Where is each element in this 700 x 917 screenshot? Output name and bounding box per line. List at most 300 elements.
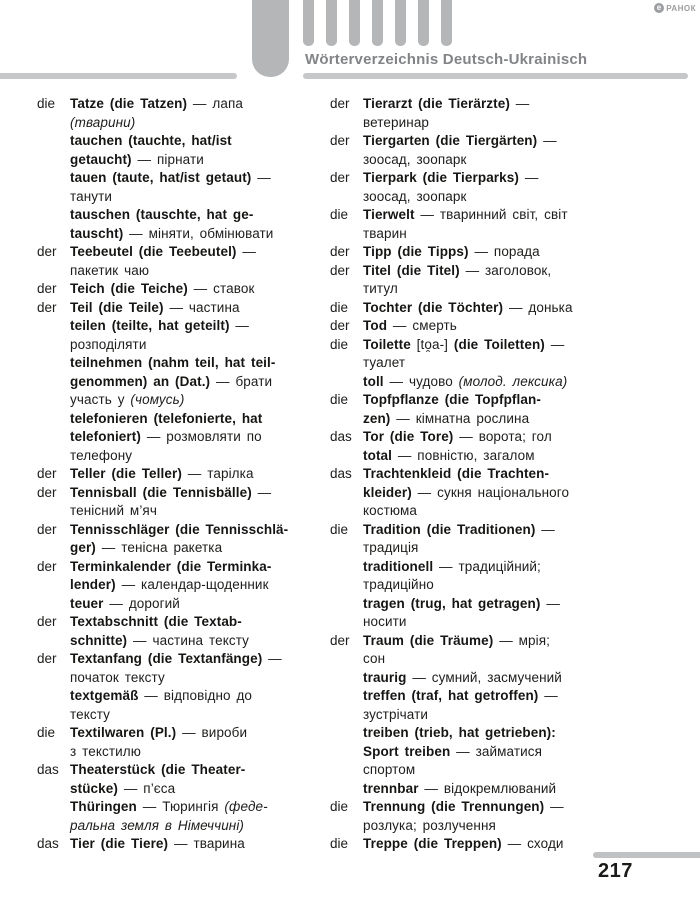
dictionary-entry (37, 299, 332, 318)
german-text: Theaterstück (die Theater- (70, 762, 246, 777)
entry-line (70, 262, 332, 281)
ornament-bar (395, 0, 406, 46)
entry-line (70, 632, 332, 651)
entry-line (70, 595, 332, 614)
entry-text (363, 669, 680, 688)
entry-line (363, 336, 680, 355)
german-text: tauen (taute, hat/ist getaut) (70, 170, 252, 185)
entry-line (363, 632, 680, 651)
entry-article: die (330, 836, 349, 851)
german-text: lender) (70, 577, 116, 592)
german-text: treffen (traf, hat getroffen) (363, 688, 539, 703)
entry-line (70, 373, 332, 392)
ornament-bar (349, 0, 360, 46)
ornament-bar (441, 0, 452, 46)
entry-line (70, 428, 332, 447)
entry-text (363, 465, 680, 521)
entry-text (363, 428, 680, 447)
entry-text (70, 280, 332, 299)
entry-text (363, 169, 680, 206)
entry-article: der (37, 299, 57, 315)
ukrainian-text: — (540, 595, 560, 611)
ornament-bar (303, 0, 314, 46)
dictionary-entry (330, 317, 680, 336)
dictionary-entry (37, 595, 332, 614)
entry-article: der (330, 318, 350, 333)
entry-text (363, 317, 680, 336)
ukrainian-text: — (509, 96, 530, 111)
entry-line (363, 706, 680, 725)
entry-text (363, 595, 680, 632)
entry-line (70, 447, 332, 466)
dictionary-entry (37, 650, 332, 687)
ukrainian-text: — (251, 170, 271, 185)
entry-article: der (37, 281, 57, 296)
ukrainian-text: ветеринар (363, 114, 430, 130)
entry-article: der (37, 466, 57, 481)
dictionary-entry (37, 410, 332, 466)
entry-article: der (330, 96, 350, 111)
entry-line (363, 132, 680, 151)
ukrainian-text: — лапа (187, 96, 243, 111)
german-text: Teller (die Teller) (70, 466, 182, 481)
ukrainian-text: — чудово (383, 373, 459, 389)
entry-text (363, 558, 680, 595)
ukrainian-text: — традиційний; (433, 558, 541, 574)
entry-article: die (37, 725, 56, 740)
dictionary-entry (37, 317, 332, 354)
dictionary-entry (330, 391, 680, 428)
dictionary-entry (330, 169, 680, 206)
dictionary-entry (330, 373, 680, 392)
german-text: Topfpflanze (die Topfpflan- (363, 392, 541, 407)
entry-article (330, 595, 363, 632)
ukrainian-text: — розмовляти по (140, 429, 262, 444)
german-text: Textabschnitt (die Textab- (70, 614, 242, 629)
entry-text (70, 521, 332, 558)
entry-line (70, 95, 332, 114)
entry-line (363, 502, 680, 521)
ukrainian-text: — заголовок, (459, 262, 552, 278)
entry-line (70, 669, 332, 688)
entry-text (363, 262, 680, 299)
entry-line (70, 114, 332, 133)
entry-text (363, 798, 680, 835)
dictionary-entry (37, 558, 332, 595)
ukrainian-text: — відокремлюваний (418, 780, 557, 796)
dictionary-entry (330, 835, 680, 854)
entry-text (70, 354, 332, 410)
entry-article: der (330, 262, 350, 278)
dictionary-entry (330, 95, 680, 132)
german-text: Tennisball (die Tennisbälle) (70, 484, 252, 500)
ukrainian-text: — (518, 170, 539, 185)
dictionary-entry (330, 558, 680, 595)
german-text: teilnehmen (nahm teil, hat teil- (70, 355, 276, 370)
entry-article: der (330, 170, 350, 185)
entry-line (363, 299, 680, 318)
entry-text (70, 724, 332, 761)
entry-text (70, 95, 332, 132)
ukrainian-text: — (535, 521, 555, 537)
entry-text (363, 632, 680, 669)
entry-line (363, 558, 680, 577)
german-text: tragen (trug, hat getragen) (363, 595, 541, 611)
ukrainian-text: — тваринний світ, світ (414, 207, 568, 222)
entry-line (363, 169, 680, 188)
dictionary-entry (37, 613, 332, 650)
german-text: tauchen (tauchte, hat/ist (70, 133, 232, 148)
note-text: (тварини) (70, 114, 136, 130)
ukrainian-text: — п’єса (117, 780, 176, 796)
german-text: traurig (363, 669, 407, 685)
entry-article (330, 687, 363, 724)
ukrainian-text: — брати (210, 373, 273, 389)
note-text: (чомусь) (130, 392, 185, 407)
entry-line (363, 391, 680, 410)
german-text: telefoniert) (70, 429, 141, 444)
entry-line (363, 447, 680, 466)
entry-line (363, 225, 680, 244)
dictionary-entry (330, 780, 680, 799)
publisher-logo (654, 3, 696, 13)
entry-article: der (37, 651, 57, 666)
ukrainian-text: — частина тексту (127, 632, 250, 648)
ukrainian-text: — вироби (176, 725, 248, 740)
entry-line (70, 151, 332, 170)
entry-text (70, 465, 332, 484)
ukrainian-text: телефону (70, 447, 133, 463)
german-text: trennbar (363, 780, 419, 796)
note-text: (феде- (224, 799, 268, 814)
entry-text (363, 835, 680, 854)
entry-text (70, 558, 332, 595)
entry-article (37, 798, 70, 835)
dictionary-entry (330, 798, 680, 835)
entry-line (70, 539, 332, 558)
german-text: stücke) (70, 780, 118, 796)
entry-line (363, 428, 680, 447)
ukrainian-text: — сумний, засмучений (406, 669, 562, 685)
german-text: Tierpark (die Tierparks) (363, 170, 519, 185)
dictionary-entry (37, 132, 332, 169)
ukrainian-text: — (537, 133, 557, 148)
entry-line (363, 817, 680, 836)
german-text: Tod (363, 318, 388, 333)
entry-article: das (37, 836, 59, 851)
entry-line (70, 706, 332, 725)
entry-line (70, 743, 332, 762)
entry-text (70, 613, 332, 650)
entry-article: der (37, 244, 57, 259)
ukrainian-text: — донька (503, 299, 573, 315)
entry-line (70, 521, 332, 540)
ukrainian-text: — повністю, загалом (392, 447, 535, 463)
ukrainian-text: спортом (363, 762, 416, 777)
dictionary-entry (330, 336, 680, 373)
german-text: Titel (die Titel) (363, 262, 460, 278)
entry-line (363, 206, 680, 225)
dictionary-entry (37, 95, 332, 132)
ukrainian-text: [to̯a-] (410, 336, 454, 352)
entry-line (70, 650, 332, 669)
german-text: total (363, 447, 392, 463)
german-text: Toilette (363, 336, 411, 352)
entry-line (70, 280, 332, 299)
entry-text (70, 798, 332, 835)
entry-article: der (37, 484, 57, 500)
entry-line (70, 336, 332, 355)
ukrainian-text: тварин (363, 225, 407, 241)
ukrainian-text: тенісний м’яч (70, 503, 157, 518)
entry-article (330, 558, 363, 595)
ukrainian-text: — тварина (168, 836, 245, 851)
entry-article (37, 317, 70, 354)
entry-article: das (330, 429, 352, 444)
ukrainian-text: — (229, 318, 250, 333)
ukrainian-text: — порада (468, 244, 540, 259)
entry-article: das (330, 466, 352, 481)
german-text: traditionell (363, 558, 434, 574)
entry-article (330, 373, 363, 392)
dictionary-entry (37, 484, 332, 521)
entry-text (70, 687, 332, 724)
ukrainian-text: з текстилю (70, 743, 142, 759)
german-text: toll (363, 373, 384, 389)
entry-line (363, 243, 680, 262)
note-text: (молод. лексика) (458, 373, 568, 389)
entry-line (70, 317, 332, 336)
publisher-logo-icon: е (654, 3, 664, 13)
dictionary-entry (37, 206, 332, 243)
entry-article (37, 410, 70, 466)
entry-article (37, 169, 70, 206)
entry-line (363, 576, 680, 595)
entry-line (363, 687, 680, 706)
ukrainian-text: — міняти, обмінювати (123, 225, 274, 241)
ukrainian-text: — (251, 484, 272, 500)
german-text: tauscht) (70, 225, 124, 241)
entry-line (363, 151, 680, 170)
entry-text (363, 447, 680, 466)
german-text: Tierarzt (die Tierärzte) (363, 96, 510, 111)
footer-rule (593, 852, 700, 858)
column-left (37, 95, 332, 854)
dictionary-entry (37, 465, 332, 484)
german-text: Trennung (die Trennungen) (363, 799, 545, 814)
entry-text (70, 169, 332, 206)
note-text: ральна земля в Німеччині) (70, 817, 245, 833)
entry-line (70, 687, 332, 706)
entry-line (70, 225, 332, 244)
german-text: telefonieren (telefonierte, hat (70, 410, 263, 426)
german-text: (die Toiletten) (453, 336, 545, 352)
german-text: Tor (die Tore) (363, 429, 454, 444)
dictionary-entry (37, 798, 332, 835)
column-right (330, 95, 680, 854)
entry-line (70, 835, 332, 854)
german-text: tauschen (tauschte, hat ge- (70, 207, 254, 222)
entry-line (70, 391, 332, 410)
german-text: genommen) an (Dat.) (70, 373, 211, 389)
entry-line (363, 669, 680, 688)
entry-text (363, 206, 680, 243)
entry-line (363, 354, 680, 373)
ukrainian-text: танути (70, 188, 113, 204)
entry-line (70, 243, 332, 262)
ukrainian-text: — сукня національного (411, 484, 570, 500)
dictionary-entry (37, 169, 332, 206)
entry-line (363, 724, 680, 743)
entry-article: die (330, 521, 349, 537)
ukrainian-text: традиція (363, 540, 419, 555)
entry-article: der (37, 521, 57, 537)
dictionary-entry (330, 262, 680, 299)
dictionary-entry (37, 835, 332, 854)
german-text: Sport treiben (363, 743, 451, 759)
entry-article: das (37, 762, 59, 777)
dictionary-entry (37, 687, 332, 724)
german-text: Teebeutel (die Teebeutel) (70, 244, 237, 259)
ukrainian-text: — кімнатна рослина (390, 410, 530, 426)
ukrainian-text: пакетик чаю (70, 262, 150, 278)
entry-article (37, 206, 70, 243)
entry-text (363, 243, 680, 262)
entry-line (363, 761, 680, 780)
ukrainian-text: участь у (70, 392, 131, 407)
entry-article: der (37, 558, 57, 574)
entry-line (70, 206, 332, 225)
entry-text (363, 336, 680, 373)
entry-line (70, 410, 332, 429)
entry-article: die (330, 799, 349, 814)
german-text: Textanfang (die Textanfänge) (70, 651, 263, 666)
german-text: Tatze (die Tatzen) (70, 96, 188, 111)
entry-text (363, 724, 680, 780)
entry-line (363, 317, 680, 336)
entry-line (363, 373, 680, 392)
german-text: schnitte) (70, 632, 128, 648)
dictionary-entry (37, 761, 332, 798)
entry-article (37, 687, 70, 724)
entry-article: der (330, 133, 350, 148)
german-text: Tradition (die Traditionen) (363, 521, 536, 537)
ukrainian-text: — тарілка (181, 466, 254, 481)
entry-text (363, 95, 680, 132)
entry-line (363, 188, 680, 207)
entry-line (363, 484, 680, 503)
entry-text (363, 391, 680, 428)
entry-text (70, 650, 332, 687)
ukrainian-text: туалет (363, 355, 406, 370)
german-text: Thüringen (70, 799, 137, 814)
ukrainian-text: костюма (363, 503, 417, 518)
dictionary-entry (330, 521, 680, 558)
entry-text (363, 521, 680, 558)
entry-text (70, 595, 332, 614)
entry-line (363, 595, 680, 614)
ukrainian-text: зустрічати (363, 706, 429, 722)
entry-text (70, 835, 332, 854)
ukrainian-text: — ставок (187, 281, 255, 296)
entry-line (70, 780, 332, 799)
ukrainian-text: — займатися (450, 743, 543, 759)
entry-line (70, 613, 332, 632)
entry-article (330, 447, 363, 466)
entry-line (363, 114, 680, 133)
entry-text (363, 373, 680, 392)
dictionary-entry (330, 669, 680, 688)
dictionary-entry (330, 595, 680, 632)
page-number: 217 (598, 860, 633, 882)
ukrainian-text: — календар-щоденник (115, 577, 269, 592)
entry-line (363, 539, 680, 558)
ukrainian-text: — пірнати (131, 151, 204, 167)
ukrainian-text: — ворота; гол (453, 429, 552, 444)
ukrainian-text: — (236, 244, 256, 259)
german-text: Traum (die Träume) (363, 632, 494, 648)
header-rule-left (0, 73, 237, 79)
header-ornament-bars (303, 0, 452, 46)
dictionary-entry (37, 724, 332, 761)
entry-line (70, 558, 332, 577)
ukrainian-text: традиційно (363, 577, 434, 592)
ukrainian-text: зоосад, зоопарк (363, 188, 467, 204)
entry-line (70, 798, 332, 817)
german-text: getaucht) (70, 151, 132, 167)
german-text: ger) (70, 540, 96, 555)
entry-line (363, 780, 680, 799)
page-header-title: Wörterverzeichnis Deutsch-Ukrainisch (305, 51, 588, 68)
entry-text (363, 687, 680, 724)
ukrainian-text: початок тексту (70, 669, 165, 685)
entry-line (70, 761, 332, 780)
entry-line (70, 132, 332, 151)
dictionary-entry (37, 521, 332, 558)
dictionary-entry (330, 465, 680, 521)
ornament-bar (418, 0, 429, 46)
german-text: Tiergarten (die Tiergärten) (363, 133, 538, 148)
publisher-logo-text: РАНОК (666, 3, 696, 13)
entry-line (363, 262, 680, 281)
entry-line (70, 576, 332, 595)
german-text: Tierwelt (363, 207, 415, 222)
entry-article (330, 669, 363, 688)
entry-line (70, 465, 332, 484)
entry-text (70, 410, 332, 466)
ukrainian-text: носити (363, 614, 407, 629)
entry-line (70, 299, 332, 318)
entry-article: der (330, 244, 350, 259)
entry-line (363, 280, 680, 299)
ukrainian-text: — (544, 336, 565, 352)
entry-article: der (330, 632, 350, 648)
entry-text (70, 317, 332, 354)
ukrainian-text: — (538, 688, 558, 703)
dictionary-entry (330, 687, 680, 724)
ukrainian-text: — частина (163, 299, 240, 315)
ornament-bar (326, 0, 337, 46)
ukrainian-text: — дорогий (103, 595, 180, 611)
entry-text (70, 243, 332, 280)
german-text: zen) (363, 410, 391, 426)
dictionary-entry (330, 243, 680, 262)
entry-text (363, 299, 680, 318)
entry-article (37, 132, 70, 169)
german-text: textgemäß (70, 688, 139, 703)
ukrainian-text: — (544, 799, 564, 814)
dictionary-entry (330, 428, 680, 447)
